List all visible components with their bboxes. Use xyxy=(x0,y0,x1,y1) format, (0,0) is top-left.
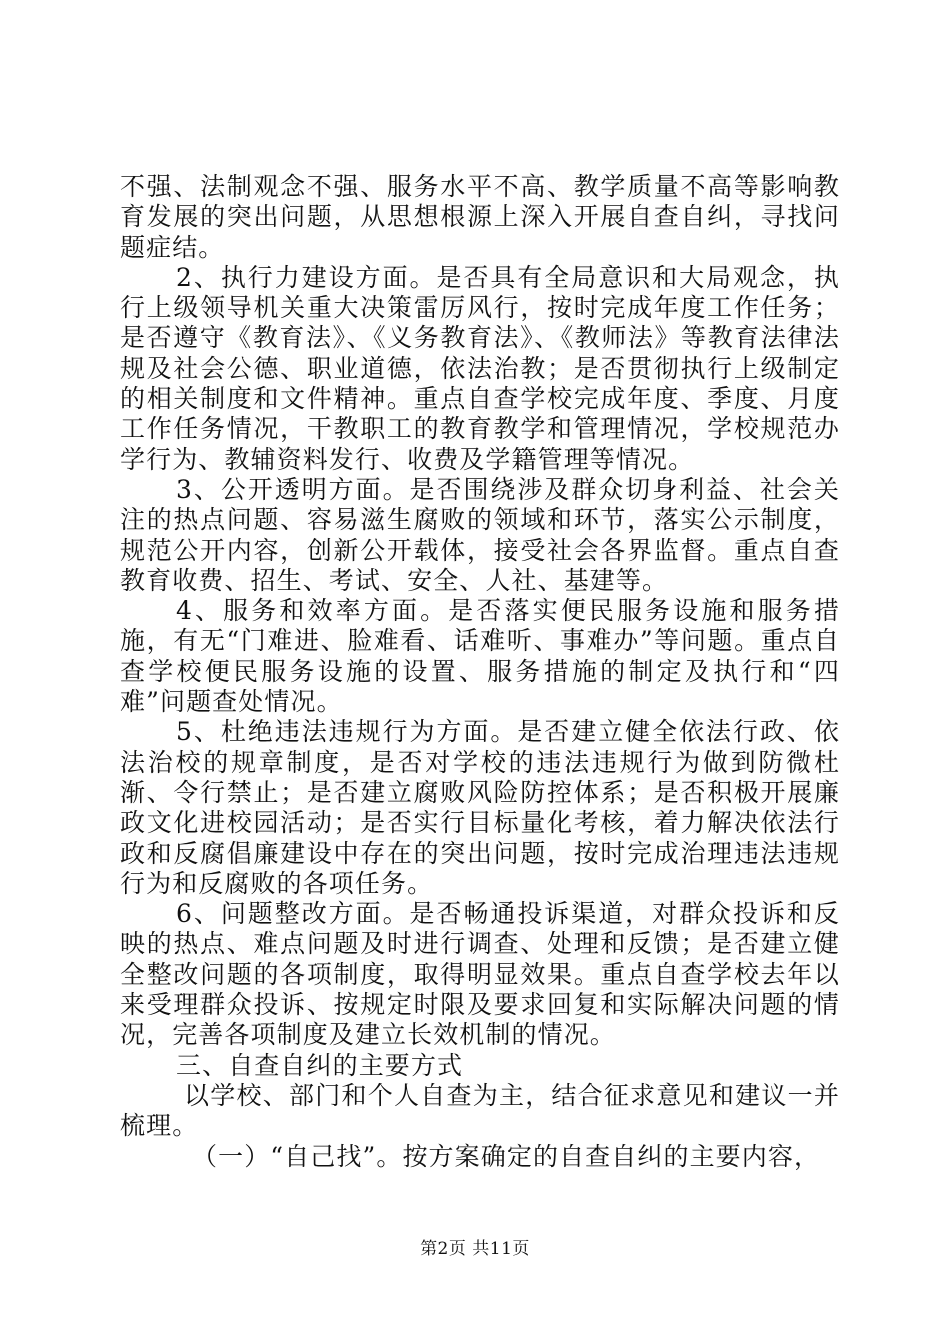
paragraph-method: 以学校、部门和个人自查为主，结合征求意见和建议一并梳理。 xyxy=(120,1080,840,1141)
document-body xyxy=(120,172,840,1172)
paragraph-self-find: （一）“自己找”。按方案确定的自查自纠的主要内容， xyxy=(192,1141,821,1171)
paragraph-rectification: 6、问题整改方面。是否畅通投诉渠道，对群众投诉和反映的热点、难点问题及时进行调查、处理和反馈；是否建立健全整改问题的各项制度，取得明显效果。重点自查学校去年以来受理群众投诉、按规定时限及要求回复和实际解决问题的情况，完善各项制度及建立长效机制的情况。 xyxy=(120,899,840,1050)
paragraph-transparency: 3、公开透明方面。是否围绕涉及群众切身利益、社会关注的热点问题、容易滋生腐败的领域和环节，落实公示制度，规范公开内容，创新公开载体，接受社会各界监督。重点自查教育收费、招生、考试、安全、人社、基建等。 xyxy=(120,474,840,595)
page-number: 第2页 共11页 xyxy=(420,1239,530,1259)
section-heading: 三、自查自纠的主要方式 xyxy=(176,1050,464,1080)
paragraph-service: 4、服务和效率方面。是否落实便民服务设施和服务措施，有无“门难进、脸难看、话难听、事难办”等问题。重点自查学校便民服务设施的设置、服务措施的制定及执行和“四难”问题查处情况。 xyxy=(120,596,840,717)
paragraph-continuation: 不强、法制观念不强、服务水平不高、教学质量不高等影响教育发展的突出问题，从思想根源上深入开展自查自纠，寻找问题症结。 xyxy=(120,172,840,262)
paragraph-compliance: 5、杜绝违法违规行为方面。是否建立健全依法行政、依法治校的规章制度，是否对学校的违法违规行为做到防微杜渐、令行禁止；是否建立腐败风险防控体系；是否积极开展廉政文化进校园活动；是否实行目标量化考核，着力解决依法行政和反腐倡廉建设中存在的突出问题，按时完成治理违法违规行为和反腐败的各项任务。 xyxy=(120,717,840,898)
paragraph-execution: 2、执行力建设方面。是否具有全局意识和大局观念，执行上级领导机关重大决策雷厉风行，按时完成年度工作任务；是否遵守《教育法》、《义务教育法》、《教师法》等教育法律法规及社会公德、职业道德，依法治教；是否贯彻执行上级制定的相关制度和文件精神。重点自查学校完成年度、季度、月度工作任务情况，干教职工的教育教学和管理情况，学校规范办学行为、教辅资料发行、收费及学籍管理等情况。 xyxy=(120,262,840,474)
